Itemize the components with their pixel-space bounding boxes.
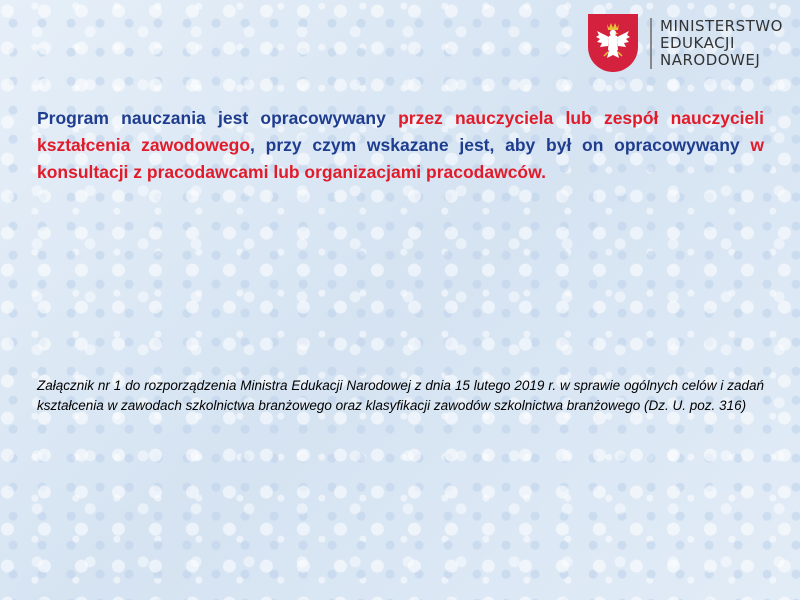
statement-segment-2-highlight: przez nauczyciela lub zespół nauczycieli kształcenia zawodowego: [37, 108, 764, 155]
main-statement: [37, 105, 764, 186]
legal-citation: Załącznik nr 1 do rozporządzenia Ministra Edukacji Narodowej z dnia 15 lutego 2019 r. w sprawie ogólnych celów i zadań kształcenia w zawodach szkolnictwa branżowego oraz klasyfikacji zawodów szkolnictwa branżowego (Dz. U. poz. 316): [37, 378, 764, 413]
statement-segment-4-highlight: w konsultacji z pracodawcami lub organizacjami pracodawców.: [37, 135, 765, 182]
ministry-name-line-1: MINISTERSTWO: [660, 16, 783, 35]
statement-segment-3: , przy czym wskazane jest, aby był on opracowywany: [250, 135, 751, 155]
ministry-name-line-2: EDUKACJI: [660, 33, 735, 52]
ministry-name-line-3: NARODOWEJ: [660, 50, 761, 69]
ministry-logo: [588, 12, 788, 74]
statement-segment-1: Program nauczania jest opracowywany: [37, 108, 399, 128]
polish-eagle-emblem-icon: [588, 14, 638, 72]
ministry-name-text: [650, 18, 783, 69]
